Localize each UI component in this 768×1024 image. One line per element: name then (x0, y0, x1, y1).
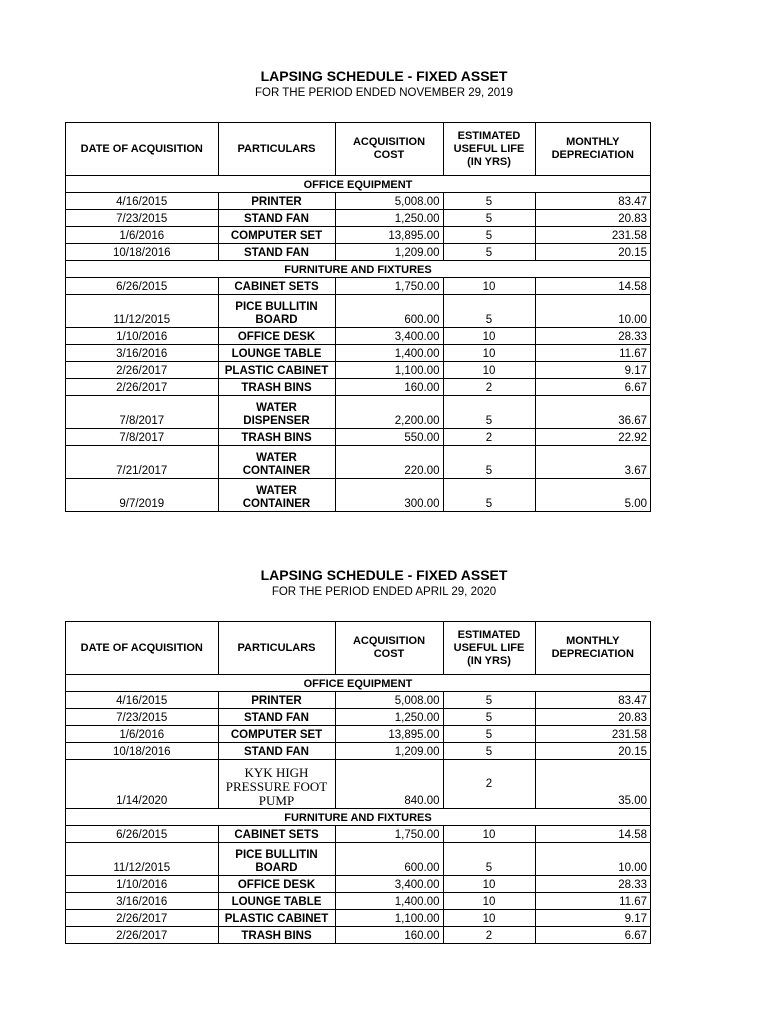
cost-cell: 840.00 (335, 760, 443, 809)
date-cell: 6/26/2015 (66, 826, 218, 843)
table-row (66, 193, 650, 210)
particulars-cell: CABINET SETS (218, 826, 335, 843)
date-cell: 2/26/2017 (66, 362, 218, 379)
category-row (66, 809, 650, 826)
life-cell: 2 (443, 760, 535, 809)
depreciation-cell: 28.33 (535, 876, 650, 893)
table-row (66, 362, 650, 379)
particulars-cell: LOUNGE TABLE (218, 893, 335, 910)
category-label: FURNITURE AND FIXTURES (66, 261, 650, 278)
date-cell: 3/16/2016 (66, 893, 218, 910)
life-cell: 10 (443, 876, 535, 893)
table-row (66, 479, 650, 512)
life-cell: 10 (443, 826, 535, 843)
life-cell: 10 (443, 345, 535, 362)
cost-cell: 13,895.00 (335, 726, 443, 743)
column-header: DATE OF ACQUISITION (66, 622, 218, 675)
date-cell: 4/16/2015 (66, 193, 218, 210)
table-row (66, 743, 650, 760)
particulars-cell: COMPUTER SET (218, 726, 335, 743)
cost-cell: 600.00 (335, 295, 443, 328)
depreciation-cell: 6.67 (535, 379, 650, 396)
particulars-cell: TRASH BINS (218, 927, 335, 944)
cost-cell: 1,209.00 (335, 743, 443, 760)
table-row (66, 244, 650, 261)
table-header-row (66, 622, 650, 675)
particulars-cell: KYK HIGH PRESSURE FOOT PUMP (218, 760, 335, 809)
cost-cell: 5,008.00 (335, 193, 443, 210)
depreciation-cell: 11.67 (535, 345, 650, 362)
table-row (66, 726, 650, 743)
cost-cell: 1,750.00 (335, 826, 443, 843)
date-cell: 7/8/2017 (66, 396, 218, 429)
depreciation-cell: 231.58 (535, 227, 650, 244)
table-row (66, 826, 650, 843)
date-cell: 1/14/2020 (66, 760, 218, 809)
life-cell: 5 (443, 210, 535, 227)
table-row (66, 692, 650, 709)
table-row (66, 893, 650, 910)
life-cell: 10 (443, 893, 535, 910)
particulars-cell: STAND FAN (218, 244, 335, 261)
life-cell: 5 (443, 479, 535, 512)
cost-cell: 1,400.00 (335, 345, 443, 362)
table-row (66, 345, 650, 362)
life-cell: 5 (443, 726, 535, 743)
date-cell: 7/23/2015 (66, 709, 218, 726)
asset-table (65, 122, 651, 512)
depreciation-cell: 28.33 (535, 328, 650, 345)
depreciation-cell: 35.00 (535, 760, 650, 809)
date-cell: 4/16/2015 (66, 692, 218, 709)
particulars-cell: TRASH BINS (218, 379, 335, 396)
cost-cell: 1,100.00 (335, 910, 443, 927)
schedule-subtitle: FOR THE PERIOD ENDED APRIL 29, 2020 (271, 586, 497, 598)
column-header: PARTICULARS (218, 622, 335, 675)
cost-cell: 1,209.00 (335, 244, 443, 261)
category-row (66, 675, 650, 692)
depreciation-cell: 83.47 (535, 193, 650, 210)
depreciation-cell: 20.83 (535, 709, 650, 726)
date-cell: 10/18/2016 (66, 244, 218, 261)
particulars-cell: TRASH BINS (218, 429, 335, 446)
life-cell: 2 (443, 927, 535, 944)
particulars-cell: LOUNGE TABLE (218, 345, 335, 362)
category-label: OFFICE EQUIPMENT (66, 675, 650, 692)
table-row (66, 760, 650, 809)
column-header: ACQUISITION COST (335, 622, 443, 675)
cost-cell: 2,200.00 (335, 396, 443, 429)
table-row (66, 396, 650, 429)
life-cell: 5 (443, 295, 535, 328)
life-cell: 10 (443, 362, 535, 379)
date-cell: 9/7/2019 (66, 479, 218, 512)
life-cell: 5 (443, 193, 535, 210)
table-row (66, 227, 650, 244)
table-row (66, 278, 650, 295)
cost-cell: 1,400.00 (335, 893, 443, 910)
column-header: ESTIMATED USEFUL LIFE (IN YRS) (443, 622, 535, 675)
column-header: ESTIMATED USEFUL LIFE (IN YRS) (443, 123, 535, 176)
category-row (66, 261, 650, 278)
table-row (66, 446, 650, 479)
life-cell: 5 (443, 227, 535, 244)
cost-cell: 13,895.00 (335, 227, 443, 244)
cost-cell: 1,750.00 (335, 278, 443, 295)
depreciation-cell: 10.00 (535, 843, 650, 876)
life-cell: 2 (443, 379, 535, 396)
particulars-cell: OFFICE DESK (218, 328, 335, 345)
category-label: FURNITURE AND FIXTURES (66, 809, 650, 826)
life-cell: 10 (443, 328, 535, 345)
depreciation-cell: 83.47 (535, 692, 650, 709)
date-cell: 2/26/2017 (66, 927, 218, 944)
life-cell: 2 (443, 429, 535, 446)
particulars-cell: STAND FAN (218, 709, 335, 726)
cost-cell: 1,100.00 (335, 362, 443, 379)
column-header: ACQUISITION COST (335, 123, 443, 176)
table-row (66, 210, 650, 227)
schedule-1 (65, 67, 651, 512)
cost-cell: 160.00 (335, 927, 443, 944)
particulars-cell: WATER DISPENSER (218, 396, 335, 429)
cost-cell: 1,250.00 (335, 709, 443, 726)
table-row (66, 379, 650, 396)
date-cell: 7/21/2017 (66, 446, 218, 479)
schedule-title: LAPSING SCHEDULE - FIXED ASSET (260, 567, 508, 583)
depreciation-cell: 10.00 (535, 295, 650, 328)
cost-cell: 1,250.00 (335, 210, 443, 227)
column-header: MONTHLY DEPRECIATION (535, 123, 650, 176)
particulars-cell: PLASTIC CABINET (218, 910, 335, 927)
date-cell: 1/10/2016 (66, 328, 218, 345)
depreciation-cell: 14.58 (535, 278, 650, 295)
particulars-cell: PLASTIC CABINET (218, 362, 335, 379)
table-header-row (66, 123, 650, 176)
date-cell: 11/12/2015 (66, 295, 218, 328)
schedule-2 (65, 566, 651, 944)
date-cell: 7/8/2017 (66, 429, 218, 446)
cost-cell: 5,008.00 (335, 692, 443, 709)
date-cell: 2/26/2017 (66, 379, 218, 396)
table-row (66, 927, 650, 944)
date-cell: 10/18/2016 (66, 743, 218, 760)
cost-cell: 3,400.00 (335, 328, 443, 345)
life-cell: 5 (443, 743, 535, 760)
date-cell: 3/16/2016 (66, 345, 218, 362)
particulars-cell: PICE BULLITIN BOARD (218, 843, 335, 876)
date-cell: 1/6/2016 (66, 227, 218, 244)
depreciation-cell: 36.67 (535, 396, 650, 429)
date-cell: 6/26/2015 (66, 278, 218, 295)
life-cell: 5 (443, 843, 535, 876)
date-cell: 2/26/2017 (66, 910, 218, 927)
life-cell: 5 (443, 244, 535, 261)
particulars-cell: CABINET SETS (218, 278, 335, 295)
depreciation-cell: 9.17 (535, 910, 650, 927)
schedule-subtitle: FOR THE PERIOD ENDED NOVEMBER 29, 2019 (255, 87, 513, 99)
depreciation-cell: 22.92 (535, 429, 650, 446)
cost-cell: 300.00 (335, 479, 443, 512)
schedule-title: LAPSING SCHEDULE - FIXED ASSET (260, 68, 508, 84)
particulars-cell: COMPUTER SET (218, 227, 335, 244)
depreciation-cell: 5.00 (535, 479, 650, 512)
table-row (66, 709, 650, 726)
cost-cell: 3,400.00 (335, 876, 443, 893)
depreciation-cell: 6.67 (535, 927, 650, 944)
particulars-cell: STAND FAN (218, 210, 335, 227)
depreciation-cell: 9.17 (535, 362, 650, 379)
life-cell: 5 (443, 692, 535, 709)
table-row (66, 910, 650, 927)
particulars-cell: STAND FAN (218, 743, 335, 760)
date-cell: 11/12/2015 (66, 843, 218, 876)
particulars-cell: PRINTER (218, 692, 335, 709)
depreciation-cell: 11.67 (535, 893, 650, 910)
depreciation-cell: 231.58 (535, 726, 650, 743)
category-row (66, 176, 650, 193)
cost-cell: 160.00 (335, 379, 443, 396)
depreciation-cell: 3.67 (535, 446, 650, 479)
life-cell: 5 (443, 446, 535, 479)
particulars-cell: OFFICE DESK (218, 876, 335, 893)
column-header: DATE OF ACQUISITION (66, 123, 218, 176)
life-cell: 10 (443, 278, 535, 295)
date-cell: 1/10/2016 (66, 876, 218, 893)
table-row (66, 876, 650, 893)
life-cell: 10 (443, 910, 535, 927)
column-header: MONTHLY DEPRECIATION (535, 622, 650, 675)
depreciation-cell: 20.15 (535, 244, 650, 261)
table-row (66, 328, 650, 345)
column-header: PARTICULARS (218, 123, 335, 176)
depreciation-cell: 20.15 (535, 743, 650, 760)
table-row (66, 429, 650, 446)
date-cell: 7/23/2015 (66, 210, 218, 227)
life-cell: 5 (443, 709, 535, 726)
cost-cell: 550.00 (335, 429, 443, 446)
table-row (66, 843, 650, 876)
particulars-cell: WATER CONTAINER (218, 479, 335, 512)
date-cell: 1/6/2016 (66, 726, 218, 743)
particulars-cell: PICE BULLITIN BOARD (218, 295, 335, 328)
particulars-cell: PRINTER (218, 193, 335, 210)
category-label: OFFICE EQUIPMENT (66, 176, 650, 193)
depreciation-cell: 20.83 (535, 210, 650, 227)
life-cell: 5 (443, 396, 535, 429)
cost-cell: 220.00 (335, 446, 443, 479)
depreciation-cell: 14.58 (535, 826, 650, 843)
particulars-cell: WATER CONTAINER (218, 446, 335, 479)
asset-table (65, 621, 651, 944)
table-row (66, 295, 650, 328)
cost-cell: 600.00 (335, 843, 443, 876)
